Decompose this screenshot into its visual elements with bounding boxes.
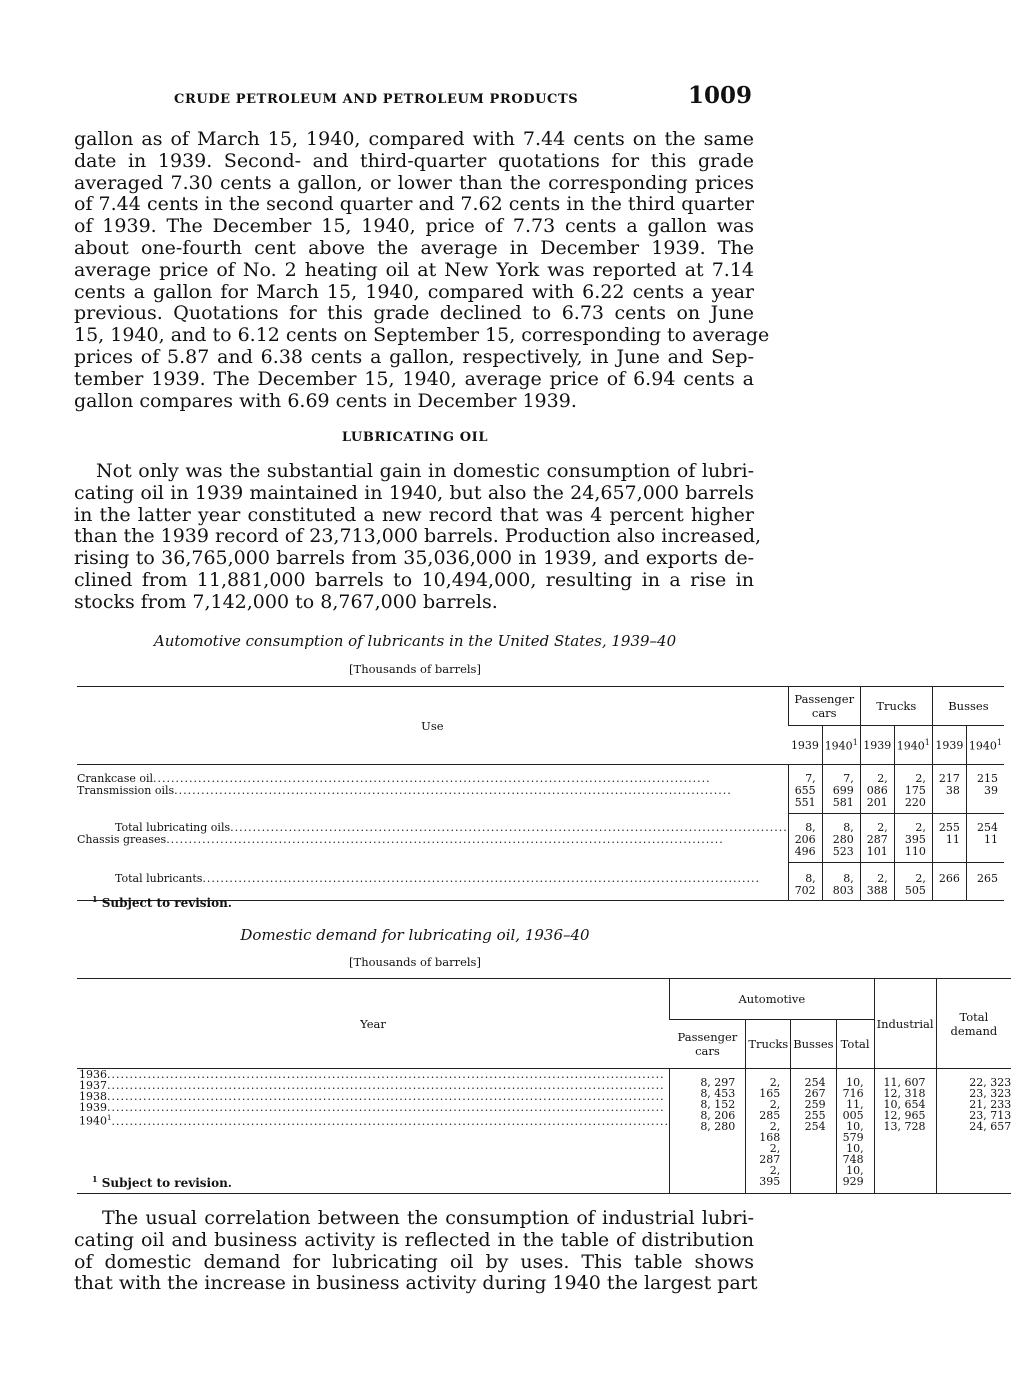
table-row: Total lubricating oils ..... Chassis greases ..... 8, 206 496 8, 280 523 2, 287 101 2, 395 110 255 11 254 11 <box>77 814 1004 863</box>
text-line: gallon as of March 15, 1940, compared with 7.44 cents on the same <box>74 128 754 150</box>
running-title: CRUDE PETROLEUM AND PETROLEUM PRODUCTS <box>174 92 579 107</box>
text-line: cents a gallon for March 15, 1940, compared with 6.22 cents a year <box>74 280 754 303</box>
text-line: clined from 11,881,000 barrels to 10,494,000, resulting in a rise in <box>74 568 754 591</box>
table1-caption: Automotive consumption of lubricants in the United States, 1939–40 <box>153 632 677 650</box>
passenger-cars-column: 8, 297 8, 453 8, 152 8, 206 8, 280 <box>670 1069 746 1194</box>
row-label-year: 1937 ..... <box>79 1080 669 1091</box>
trucks-header: Trucks <box>860 687 932 726</box>
automotive-header: Automotive <box>670 979 875 1020</box>
row-label-year: 1939 ..... <box>79 1102 669 1113</box>
text-line: prices of 5.87 and 6.38 cents a gallon, respectively, in June and Sep- <box>74 345 754 368</box>
total-column: 10, 716 11, 005 10, 579 10, 748 10, 929 <box>836 1069 874 1194</box>
paragraph-heating-oil-prices <box>74 128 770 412</box>
year-header: 1939 <box>932 726 966 765</box>
text-line: of 7.44 cents in the second quarter and 7.62 cents in the third quarter <box>74 193 754 216</box>
use-header: Use <box>77 687 788 765</box>
passenger-cars-header: Passenger cars <box>670 1020 746 1069</box>
page-number: 1009 <box>687 82 752 109</box>
text-line: Not only was the substantial gain in domestic consumption of lubri- <box>96 460 754 482</box>
table1-footnote: $^1$ Subject to revision. <box>92 894 232 910</box>
paragraph-industrial-correlation <box>74 1207 758 1295</box>
text-line: about one-fourth cent above the average in December 1939. The <box>74 236 754 259</box>
table2-footnote: $^1$ Subject to revision. <box>92 1174 232 1190</box>
text-line: 15, 1940, and to 6.12 cents on September 15, corresponding to average <box>74 324 770 347</box>
row-label-crankcase: Crankcase oil ..... <box>77 773 788 785</box>
busses-header: Busses <box>791 1020 836 1069</box>
table-row: Total lubricants ..... 8, 702 8, 803 2, 388 2, 505 266 265 <box>77 863 1004 901</box>
domestic-demand-table <box>77 978 1011 1194</box>
text-line: of 1939. The December 15, 1940, price of 7.73 cents a gallon was <box>74 215 754 238</box>
row-label-transmission: Transmission oils ..... <box>77 785 788 797</box>
row-label-year: 1936 ..... <box>79 1069 669 1080</box>
year-header: 1940$^1$ <box>894 726 932 765</box>
table-row: Crankcase oil ..... Transmission oils ..... 7, 655 551 7, 699 581 2, 086 201 2, 175 220 217 38 215 39 <box>77 765 1004 814</box>
section-heading-lubricating-oil: LUBRICATING OIL <box>341 430 489 445</box>
industrial-header: Industrial <box>874 979 936 1069</box>
total-header: Total <box>836 1020 874 1069</box>
table2-caption: Domestic demand for lubricating oil, 1936–40 <box>240 926 590 944</box>
text-line: cating oil in 1939 maintained in 1940, but also the 24,657,000 barrels <box>74 481 754 504</box>
paragraph-lubricating-oil <box>74 460 762 614</box>
busses-column: 254 267 259 255 254 <box>791 1069 836 1194</box>
text-line: averaged 7.30 cents a gallon, or lower than the corresponding prices <box>74 171 754 194</box>
text-line: date in 1939. Second- and third-quarter quotations for this grade <box>74 149 754 172</box>
text-line: stocks from 7,142,000 to 8,767,000 barrels. <box>74 590 498 613</box>
automotive-lubricants-table <box>77 686 1004 901</box>
text-line: average price of No. 2 heating oil at New York was reported at 7.14 <box>74 258 754 281</box>
year-header: 1940$^1$ <box>822 726 860 765</box>
row-label-total-lubricants: Total lubricants ..... <box>77 873 788 885</box>
year-header: 1940$^1$ <box>966 726 1004 765</box>
industrial-column: 11, 607 12, 318 10, 654 12, 965 13, 728 <box>874 1069 936 1194</box>
row-label-total-lubricating-oils: Total lubricating oils ..... <box>77 822 788 834</box>
running-header <box>70 82 760 112</box>
trucks-column: 2, 165 2, 285 2, 168 2, 287 2, 395 <box>746 1069 791 1194</box>
row-label-chassis-greases: Chassis greases ..... <box>77 834 788 846</box>
trucks-header: Trucks <box>746 1020 791 1069</box>
year-column-header: Year <box>77 979 670 1069</box>
year-header: 1939 <box>788 726 822 765</box>
text-line: The usual correlation between the consumption of industrial lubri- <box>102 1207 754 1229</box>
text-line: in the latter year constituted a new record that was 4 percent higher <box>74 503 754 526</box>
row-label-year: 1938 ..... <box>79 1091 669 1102</box>
text-line: of domestic demand for lubricating oil by uses. This table shows <box>74 1250 754 1273</box>
text-line: cating oil and business activity is reflected in the table of distribution <box>74 1228 754 1251</box>
text-line: that with the increase in business activity during 1940 the largest part <box>74 1272 758 1295</box>
text-line: tember 1939. The December 15, 1940, average price of 6.94 cents a <box>74 367 754 390</box>
passenger-cars-header: Passenger cars <box>788 687 860 726</box>
total-demand-header: Total demand <box>936 979 1011 1069</box>
table2-unit: [Thousands of barrels] <box>349 955 481 969</box>
busses-header: Busses <box>932 687 1004 726</box>
text-line: previous. Quotations for this grade declined to 6.73 cents on June <box>74 302 754 325</box>
row-label-year: 1940$^1$ ..... <box>79 1113 669 1127</box>
text-line: gallon compares with 6.69 cents in December 1939. <box>74 389 577 412</box>
text-line: than the 1939 record of 23,713,000 barrels. Production also increased, <box>74 525 762 548</box>
year-header: 1939 <box>860 726 894 765</box>
text-line: rising to 36,765,000 barrels from 35,036,000 in 1939, and exports de- <box>74 547 754 570</box>
total-demand-column: 22, 323 23, 323 21, 233 23, 713 24, 657 <box>936 1069 1011 1194</box>
table1-unit: [Thousands of barrels] <box>349 662 481 676</box>
